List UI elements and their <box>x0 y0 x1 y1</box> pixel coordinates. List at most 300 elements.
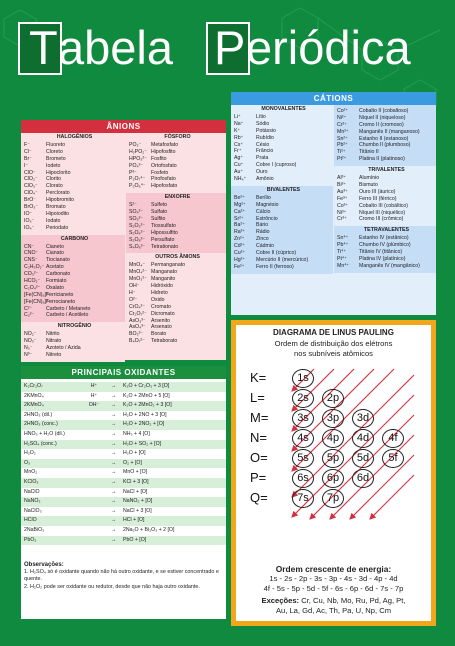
order-line-2: 4f - 5s - 5p - 5d - 5f - 6s - 6p - 6d - 7s - 7p <box>263 584 404 593</box>
ion-formula: AsO₃³⁻ <box>129 317 146 324</box>
section-title: NITROGÊNIO <box>57 323 92 330</box>
ion-formula: NH₄⁺ <box>234 176 247 183</box>
ion-formula: Mn⁴⁺ <box>337 262 350 269</box>
ion-formula: Sn⁴⁺ <box>337 235 349 242</box>
shell-label: K= <box>250 370 267 385</box>
ion-row <box>234 222 333 229</box>
reaction-arrow: → <box>111 383 117 389</box>
ion-formula: Na⁺ <box>234 120 244 127</box>
ion-formula: MnO₃²⁻ <box>129 276 147 283</box>
oxidant-row <box>21 401 226 411</box>
ion-formula: P₂O₆⁴⁻ <box>129 183 146 190</box>
ion-name: Ferrocianeto <box>46 298 76 305</box>
ion-name: Prata <box>256 155 269 162</box>
ion-name: Cádmio <box>256 243 274 250</box>
ion-row <box>24 156 125 163</box>
ion-name: Alumínio <box>359 175 380 182</box>
ion-name: Tetraborato <box>151 338 178 345</box>
oxidant-medium <box>77 459 111 469</box>
exceptions-line-2: Au, La, Gd, Ac, Th, Pa, U, Np, Cm <box>275 606 392 615</box>
anions-panel <box>21 120 226 360</box>
oxidant-products: NaCl + 3 [O] <box>123 507 152 514</box>
orbital-4p: 4p <box>322 429 344 448</box>
ion-name: Hipossulfito <box>151 229 178 236</box>
shell-label: O= <box>250 450 268 465</box>
shell-label: N= <box>250 430 267 445</box>
ion-row <box>129 202 226 209</box>
anion-section <box>126 133 226 193</box>
oxidant-medium <box>77 497 111 507</box>
ion-formula: CN⁻ <box>24 243 35 250</box>
ion-row <box>24 211 125 218</box>
oxidant-products: NaNO₂ + [O] <box>123 498 153 505</box>
oxidant-row <box>21 526 226 536</box>
section-title: OUTROS ÂNIONS <box>155 254 200 261</box>
oxidant-products: H₂O + SO₂ + [O] <box>123 440 162 447</box>
ion-formula: CrO₄²⁻ <box>129 303 146 310</box>
ion-row <box>234 209 333 216</box>
ion-formula: PO₃⁻ <box>129 142 142 148</box>
ion-row <box>234 114 333 121</box>
oxidant-row <box>21 420 226 430</box>
ion-formula: Cu⁺ <box>234 162 244 169</box>
ion-row <box>337 175 436 182</box>
ion-formula: Au³⁺ <box>337 188 348 195</box>
ion-row <box>337 115 436 122</box>
ion-row <box>337 249 436 256</box>
oxidant-medium: H⁺ <box>90 392 98 399</box>
reaction-arrow: → <box>111 459 117 466</box>
anion-section <box>21 133 125 235</box>
ion-row <box>337 136 436 143</box>
ion-row <box>129 283 226 290</box>
oxidant-medium <box>77 449 111 459</box>
cation-section <box>231 105 333 186</box>
ion-name: Cobalto III (cobáltico) <box>359 202 409 209</box>
ion-name: Cianeto <box>46 243 64 250</box>
oxidant-reagent: 2HNO₃ (dil.) <box>24 411 53 418</box>
ion-row <box>129 149 226 156</box>
ion-formula: MnO₄²⁻ <box>129 269 147 276</box>
ion-name: Níquel II (niqueloso) <box>359 114 406 121</box>
ion-row <box>234 142 333 149</box>
ion-formula: CNS⁻ <box>24 257 38 264</box>
ion-row <box>24 338 125 345</box>
ion-row <box>337 182 436 189</box>
oxidant-reagent: 2KMnO₄ <box>24 402 44 409</box>
ion-name: Sulfito <box>151 216 166 223</box>
ion-formula: Ni²⁺ <box>337 114 347 121</box>
oxidant-row <box>21 440 226 450</box>
ion-name: Formiato <box>46 278 67 285</box>
ion-row <box>337 196 436 203</box>
oxidant-row <box>21 411 226 421</box>
ion-formula: P³⁻ <box>129 169 137 176</box>
ion-name: Carbeto / Acetileto <box>46 312 89 319</box>
ion-name: Tiocianato <box>46 257 70 264</box>
reaction-arrow: → <box>111 430 117 437</box>
exceptions-title: Exceções: <box>261 596 300 605</box>
ion-row <box>337 242 436 249</box>
oxidant-medium <box>77 440 111 450</box>
ion-row <box>337 129 436 136</box>
ion-formula: P₂O₇⁴⁻ <box>129 176 146 183</box>
ion-name: Bismuto <box>359 182 378 189</box>
reaction-arrow: → <box>111 507 117 514</box>
ion-formula: Ni³⁺ <box>337 209 347 216</box>
shell-label: L= <box>250 390 265 405</box>
ion-formula: OH⁻ <box>129 283 140 290</box>
ion-name: Ouro III (áurico) <box>359 188 396 195</box>
oxidant-reagent: 2NaBiO₃ <box>24 526 45 533</box>
oxidants-panel <box>21 366 226 619</box>
reaction-arrow: → <box>111 469 117 476</box>
ion-formula: AsO₄³⁻ <box>129 324 146 331</box>
ion-row <box>129 262 226 269</box>
ion-row <box>234 216 333 223</box>
oxidant-medium <box>77 411 111 421</box>
ion-formula: C²⁻ <box>24 305 33 312</box>
reaction-arrow: → <box>111 488 117 495</box>
ion-row <box>129 311 226 318</box>
cation-section <box>334 166 436 226</box>
ion-name: Sulfeto <box>151 202 168 209</box>
ion-row <box>129 183 226 190</box>
oxidant-medium <box>77 536 111 546</box>
ion-row <box>234 229 333 236</box>
oxidant-row <box>21 459 226 469</box>
ion-name: Zinco <box>256 236 269 243</box>
ion-name: Estrôncio <box>256 215 278 222</box>
cations-column-2 <box>334 105 436 273</box>
oxidant-reagent: H₂O₂ <box>24 450 36 457</box>
ion-row <box>337 203 436 210</box>
ion-formula: Ca²⁺ <box>234 208 246 215</box>
reaction-arrow: → <box>111 536 117 543</box>
linus-subtitle-1: Ordem de distribuição dos elétrons <box>274 339 393 348</box>
reaction-arrow: → <box>111 421 117 428</box>
linus-subtitle-2: nos subníveis atômicos <box>294 349 373 358</box>
ion-row <box>234 195 333 202</box>
ion-formula: NO₃⁻ <box>24 338 37 345</box>
oxidant-reagent: NaNO₃ <box>24 498 41 505</box>
ion-name: Ferricianeto <box>46 291 74 298</box>
ion-row <box>129 156 226 163</box>
shell-label: Q= <box>250 490 268 505</box>
ion-formula: Mg²⁺ <box>234 201 246 208</box>
ion-row <box>234 128 333 135</box>
ion-name: Amônio <box>256 176 274 183</box>
ion-formula: HCO₂⁻ <box>24 278 41 285</box>
oxidant-reagent: MnO₂ <box>24 469 38 476</box>
ion-formula: Pb⁴⁺ <box>337 242 349 249</box>
ion-name: Cálcio <box>256 208 271 215</box>
ion-name: Mercúrio II (mercúrico) <box>256 256 309 263</box>
oxidant-products: HCl + [O] <box>123 517 145 524</box>
ion-formula: Cs⁺ <box>234 141 244 148</box>
ion-name: Hidróxido <box>151 283 173 290</box>
shell-label: M= <box>250 410 269 425</box>
ion-formula: IO⁻ <box>24 210 33 217</box>
orbital-1s: 1s <box>292 369 314 388</box>
ion-row <box>129 276 226 283</box>
oxidant-reagent: HNO₃ + H₂O (dil.) <box>24 430 65 437</box>
orbital-5p: 5p <box>322 449 344 468</box>
ion-name: Ortofosfato <box>151 162 177 169</box>
ion-row <box>234 264 333 271</box>
ion-name: Sulfato <box>151 209 168 216</box>
ion-formula: Be²⁺ <box>234 194 245 201</box>
title-letter-p: P <box>214 21 246 74</box>
oxidant-products: H₂O + 2NO + 3 [O] <box>123 411 167 418</box>
ion-row <box>24 149 125 156</box>
reaction-arrow: → <box>111 450 117 457</box>
ion-formula: H₂PO₂⁻ <box>129 148 148 155</box>
oxidant-reagent: PbO₂ <box>24 536 37 543</box>
oxidant-products: K₂O + 2MnO₂ + 3 [O] <box>123 402 172 409</box>
oxidants-header: PRINCIPAIS OXIDANTES <box>21 366 226 379</box>
ion-name: Potássio <box>256 127 276 134</box>
reaction-arrow: → <box>111 411 117 418</box>
orbital-3d: 3d <box>352 409 374 428</box>
ion-formula: Al³⁺ <box>337 175 347 182</box>
ion-name: Magnésio <box>256 201 279 208</box>
ion-row <box>129 269 226 276</box>
ion-name: Arsenito <box>151 317 171 324</box>
oxidant-medium <box>77 468 111 478</box>
ion-formula: B₄O₇²⁻ <box>129 338 145 345</box>
ion-formula: K⁺ <box>234 127 241 134</box>
ion-name: Borato <box>151 331 167 338</box>
section-title: CARBONO <box>60 235 89 242</box>
exceptions-list-1: Cr, Cu, Nb, Mo, Ru, Pd, Ag, Pt, <box>301 596 406 605</box>
ion-row <box>24 292 125 299</box>
exceptions-line-1 <box>236 596 431 606</box>
ion-formula: Ba²⁺ <box>234 222 245 229</box>
section-title: TRIVALENTES <box>368 167 405 174</box>
ion-name: Manganato <box>151 269 177 276</box>
ion-row <box>337 263 436 270</box>
ion-name: Rubídio <box>256 134 274 141</box>
oxidant-medium: H⁺ <box>90 383 98 389</box>
orbital-5s: 5s <box>292 449 314 468</box>
oxidant-reagent: HClO <box>24 517 37 524</box>
ion-formula: IO₃⁻ <box>24 217 35 224</box>
ion-row <box>129 244 226 251</box>
ion-formula: ClO₂⁻ <box>24 176 38 183</box>
anions-column-2 <box>126 133 226 348</box>
ion-row <box>337 156 436 163</box>
section-title: FÓSFORO <box>164 134 191 140</box>
ion-formula: Hg²⁺ <box>234 256 246 263</box>
oxidant-reagent: 2KMnO₄ <box>24 392 44 399</box>
oxidants-notes <box>24 562 223 591</box>
ion-row <box>234 202 333 209</box>
ion-formula: H⁻ <box>129 290 136 297</box>
oxidant-products: NH₃ + 4 [O] <box>123 430 150 437</box>
ion-row <box>337 108 436 115</box>
ion-name: Platina II (platinoso) <box>359 156 405 163</box>
note-1: 1. H₂SO₄ só é oxidante quando não há outro oxidante, e se estiver concentrado e quente. <box>24 569 219 583</box>
ion-formula: Fr⁺ <box>234 148 242 155</box>
ion-row <box>234 169 333 176</box>
oxidant-medium <box>77 430 111 440</box>
ion-name: Tetrationato <box>151 243 179 250</box>
ion-row <box>24 190 125 197</box>
oxidant-products: 2Na₂O + Bi₂O₃ + 2 [O] <box>123 526 175 533</box>
oxidant-row <box>21 382 226 392</box>
linus-title: DIAGRAMA DE LINUS PAULING <box>273 328 394 337</box>
cation-section <box>334 226 436 272</box>
ion-row <box>24 271 125 278</box>
orbital-6s: 6s <box>292 469 314 488</box>
oxidant-medium <box>77 420 111 430</box>
ion-formula: C₂²⁻ <box>24 312 35 319</box>
ion-name: Nitrato <box>46 338 62 345</box>
ion-name: Níquel III (niquélico) <box>359 209 406 216</box>
ion-formula: S₂O₄²⁻ <box>129 229 146 236</box>
oxidant-medium <box>77 516 111 526</box>
oxidant-reagent: O₃ <box>24 459 31 466</box>
ion-row <box>129 176 226 183</box>
ion-row <box>24 142 125 149</box>
ion-formula: Cd²⁺ <box>234 243 246 250</box>
ion-formula: Mn²⁺ <box>337 128 349 135</box>
ion-name: Titânio IV (titânico) <box>359 249 403 256</box>
ion-name: Iodeto <box>46 162 61 169</box>
ion-row <box>129 290 226 297</box>
ion-name: Estanho II (estanoso) <box>359 135 409 142</box>
oxidant-reagent: 2HNO₃ (conc.) <box>24 421 58 428</box>
ion-name: Tiossulfato <box>151 222 176 229</box>
ion-row <box>337 189 436 196</box>
ion-formula: Co³⁺ <box>337 202 349 209</box>
oxidant-reagent: K₂Cr₂O₇ <box>24 383 43 389</box>
shell-label: P= <box>250 470 267 485</box>
ion-name: Azoteto / Azida <box>46 345 81 352</box>
section-title: MONOVALENTES <box>261 106 306 112</box>
ion-row <box>129 331 226 338</box>
ion-row <box>24 285 125 292</box>
ion-formula: C₂H₃O₂⁻ <box>24 264 45 271</box>
oxidant-row <box>21 468 226 478</box>
ion-formula: BO₃³⁻ <box>129 331 144 338</box>
anion-section <box>126 193 226 253</box>
ion-row <box>337 256 436 263</box>
ion-formula: Rb⁺ <box>234 134 244 141</box>
ion-row <box>234 148 333 155</box>
ion-row <box>129 338 226 345</box>
ion-row <box>24 218 125 225</box>
ion-row <box>24 244 125 251</box>
ion-name: Perclorato <box>46 190 70 197</box>
ion-row <box>337 210 436 217</box>
oxidant-products: MnO + [O] <box>123 469 148 476</box>
title-letter-t: T <box>29 21 58 74</box>
ion-formula: SO₄²⁻ <box>129 209 144 216</box>
ion-formula: BrO⁻ <box>24 197 36 204</box>
ion-formula: Br⁻ <box>24 155 32 162</box>
ion-row <box>24 331 125 338</box>
ion-row <box>129 209 226 216</box>
ion-row <box>337 142 436 149</box>
ion-formula: S₂O₈²⁻ <box>129 236 146 243</box>
order-line-1: 1s - 2s - 2p - 3s - 3p - 4s - 3d - 4p - 4d <box>269 574 398 583</box>
ion-formula: CNO⁻ <box>24 250 39 257</box>
ion-name: Manganito <box>151 276 176 283</box>
ion-name: Manganês II (manganoso) <box>359 128 420 135</box>
ion-formula: C₂O₄²⁻ <box>24 284 41 291</box>
note-2: 2. H₂O₂ pode ser oxidante ou redutor, desde que não haja outro oxidante. <box>24 583 200 590</box>
ion-row <box>24 204 125 211</box>
ion-name: Nitrito <box>46 331 60 338</box>
oxidant-products: NaCl + [O] <box>123 488 148 495</box>
orbital-5d: 5d <box>352 449 374 468</box>
ion-name: Ferro III (férrico) <box>359 195 397 202</box>
oxidant-reagent: NaClO₃ <box>24 507 42 514</box>
oxidant-row <box>21 488 226 498</box>
ion-formula: HPO₃²⁻ <box>129 155 147 162</box>
ion-name: Cromato <box>151 303 171 310</box>
reaction-arrow: → <box>111 392 117 399</box>
ion-formula: N³⁻ <box>24 352 33 359</box>
ion-name: Bromato <box>46 204 66 211</box>
ion-formula: Ag⁺ <box>234 155 244 162</box>
ion-row <box>234 250 333 257</box>
ion-name: Carbeto / Metaneto <box>46 305 91 312</box>
ion-name: Clorato <box>46 183 63 190</box>
ion-formula: PO₄³⁻ <box>129 162 144 169</box>
ion-row <box>24 250 125 257</box>
ion-row <box>234 121 333 128</box>
ion-row <box>234 176 333 183</box>
anion-section <box>21 235 125 323</box>
ion-name: Cromo II (cromoso) <box>359 121 404 128</box>
ion-name: Chumbo II (plumboso) <box>359 142 411 149</box>
ion-formula: S²⁻ <box>129 202 137 209</box>
orbital-3p: 3p <box>322 409 344 428</box>
ion-name: Hidreto <box>151 290 168 297</box>
ion-formula: ClO⁻ <box>24 169 36 176</box>
order-title: Ordem crescente de energia: <box>275 564 392 574</box>
ion-name: Hipofosfato <box>151 183 178 190</box>
ion-name: Hipoiodito <box>46 210 70 217</box>
ion-name: Rádio <box>256 229 270 236</box>
ion-row <box>129 304 226 311</box>
ion-formula: ClO₃⁻ <box>24 183 38 190</box>
ion-name: Cobre II (cúprico) <box>256 250 297 257</box>
ion-row <box>24 225 125 232</box>
title-word-abela: abela <box>58 21 173 74</box>
ion-formula: MnO₄⁻ <box>129 262 146 269</box>
oxidant-products: KCl + 3 [O] <box>123 478 149 485</box>
oxidants-table <box>21 382 226 545</box>
ion-name: Hipobromito <box>46 197 74 204</box>
oxidant-medium <box>77 478 111 488</box>
ion-formula: NO₂⁻ <box>24 331 37 338</box>
cations-header: CÁTIONS <box>231 92 436 105</box>
ion-formula: Li⁺ <box>234 114 241 120</box>
ion-name: Frâncio <box>256 148 274 155</box>
ion-formula: S₄O₆²⁻ <box>129 243 146 250</box>
ion-name: Chumbo IV (plúmbico) <box>359 242 411 249</box>
ion-name: Ferro II (ferroso) <box>256 263 294 270</box>
cation-section <box>334 105 436 166</box>
ion-row <box>24 170 125 177</box>
ion-row <box>234 162 333 169</box>
ion-name: Cobalto II (cobaltoso) <box>359 108 409 114</box>
oxidant-reagent: H₂SO₄ (conc.) <box>24 440 57 447</box>
